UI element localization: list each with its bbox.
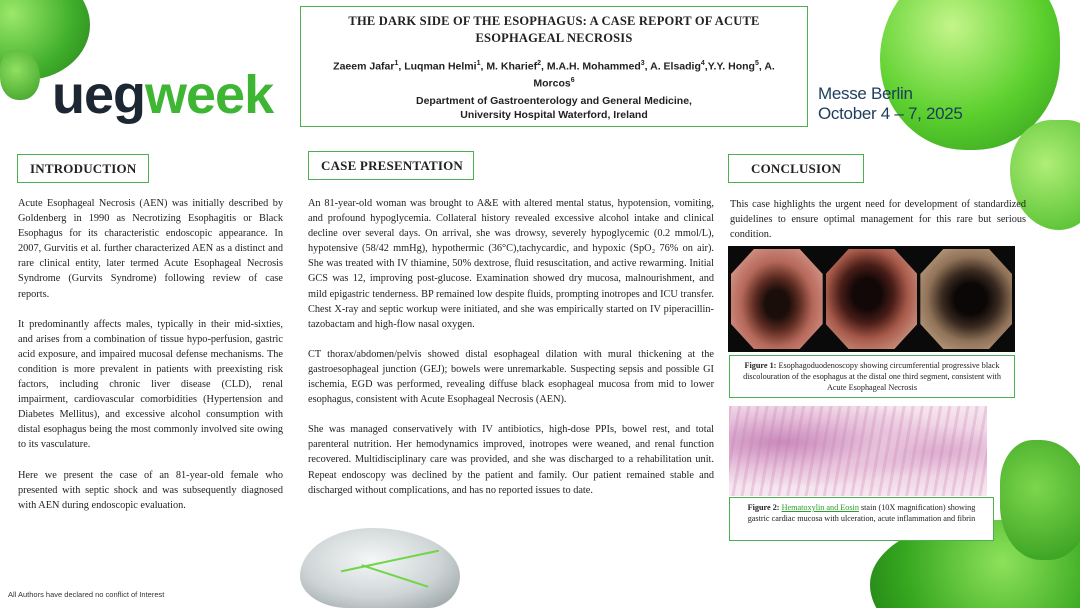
author-affiliation-number: 5 — [754, 60, 759, 67]
author-name: A. Elsadig — [650, 60, 701, 73]
ueg-week-logo — [52, 65, 274, 125]
poster-title: THE DARK SIDE OF THE ESOPHAGUS: A CASE REPORT OF ACUTE ESOPHAGEAL NECROSIS — [348, 14, 760, 45]
figure-2-label: Figure 2: — [747, 503, 780, 512]
conflict-disclaimer: All Authors have declared no conflict of Interest — [8, 590, 165, 599]
author-affiliation-number: 2 — [537, 60, 541, 67]
author-affiliation-number: 3 — [640, 60, 645, 67]
author-affiliation-number: 1 — [476, 60, 481, 67]
introduction-paragraph: It predominantly affects males, typically in their mid-sixties, and arises from a combination of tissue hypo-perfusion, gastric acid exposure, and impaired mucosal defense mechanisms. The condition is more prevalent in patients with preexisting risk factors, including chronic liver disease (CLD), renal impairment, cardiovascular comorbidities (Hypertension and Diabetes Mellitus), and excessive alcohol consumption with distal esophagus being the most commonly involved site owing to its vasculature. — [18, 318, 283, 451]
author-name: Zaeem Jafar — [333, 60, 395, 73]
endoscopy-image — [731, 249, 823, 349]
logo-week-text: week — [145, 65, 274, 125]
author-name: Luqman Helmi — [404, 60, 477, 73]
hematoxylin-eosin-link[interactable]: Hematoxylin and Eosin — [781, 503, 859, 512]
case-paragraph: She was managed conservatively with IV antibiotics, high-dose PPIs, bowel rest, and total parenteral nutrition. Her hemodynamics improved, inotropes were weaned, and renal function recovered. Multidisciplinary care was provided, and she was discharged to a rehabilitation unit. Repeat endoscopy was declined by the patient and family. Our patient remained stable and discharged without complications, and has no reported issues to date. — [308, 424, 714, 496]
affiliation-department: Department of Gastroenterology and General Medicine, — [416, 95, 692, 107]
liver-illustration — [300, 528, 460, 608]
endoscopy-image — [920, 249, 1012, 349]
case-paragraph: An 81-year-old woman was brought to A&E with altered mental status, hypotension, vomiting, and profound hypoglycemia. Collateral history revealed excessive alcohol intake and clinical decline over several days. On arrival, she was drowsy, severely hypoglycemic (0.2 mmol/L), hypotensive (58/42 mmHg), hypothermic (36°C),tachycardic, and hypoxic (SpO₂ 76% on air). She was treated with IV thiamine, 50% dextrose, fluid resuscitation, and active rewarming. Initial GCS was 12, improving post-glucose. Examination showed dry mucosa, malnourishment, and mild epigastric tenderness. BP remained low despite fluids, prompting inotropes and ICU transfer. Chest X-ray and septic workup were initiated, and she was empirically started on IV piperacillin-tazobactam and high-flow nasal oxygen. — [308, 198, 714, 330]
case-presentation-body — [308, 196, 714, 513]
author-affiliation-number: 6 — [570, 76, 575, 84]
author-list: Zaeem Jafar$^1$, Luqman Helmi$^1$, M. Kharief$^2$, M.A.H. Mohammed$^3$, A. Elsadig$^4$,Y.Y. Hong$^5$, A. Morcos$^6$ — [333, 60, 775, 89]
case-paragraph: CT thorax/abdomen/pelvis showed distal esophageal dilation with mural thickening at the gastroesophageal junction (GEJ); bowels were unremarkable. Suspecting sepsis and possible GI ischemia, EGD was performed, revealing diffuse black esophageal mucosa from mid to lower esophagus, consistent with Acute Esophageal Necrosis (AEN). — [308, 348, 714, 406]
author-name: M. Kharief — [486, 60, 538, 73]
figure-2-caption-text: stain (10X magnification) showing gastric cardiac mucosa with ulceration, acute inflammation and fibrin — [747, 503, 976, 523]
decorative-green-blob-bottom-right-small — [1000, 440, 1080, 560]
author-affiliation-number: 1 — [394, 60, 399, 67]
logo-ueg-text: ueg — [52, 65, 146, 125]
conclusion-heading: CONCLUSION — [728, 154, 864, 183]
introduction-paragraph: Acute Esophageal Necrosis (AEN) was initially described by Goldenberg in 1990 as Necrotizing Esophagitis or Black Esophagus for its characteristic endoscopic appearance. In 2007, Gurvitis et al. further characterized AEN as a distinct and rare clinical entity, later termed Acute Esophageal Necrosis Syndrome (Gurvits Syndrome) following review of case reports. — [18, 198, 283, 300]
case-presentation-heading: CASE PRESENTATION — [308, 151, 474, 180]
figure-1-caption-text: Esophagoduodenoscopy showing circumferential progressive black discolouration of the esophagus at the distal one third segment, consistent with Acute Esophageal Necrosis — [743, 361, 1001, 392]
endoscopy-image — [826, 249, 918, 349]
endoscopy-images — [728, 246, 1015, 352]
venue-name: Messe Berlin — [818, 84, 913, 103]
decorative-green-blob-top-left-small — [0, 50, 40, 100]
conclusion-body: This case highlights the urgent need for development of standardized guidelines to ensure optimal management for this rare but serious condition. — [730, 199, 1026, 241]
introduction-paragraph: Here we present the case of an 81-year-old female who presented with septic shock and was subsequently diagnosed with AEN during endoscopic evaluation. — [18, 469, 283, 511]
introduction-body — [18, 196, 283, 528]
title-box — [300, 6, 808, 127]
histology-image — [729, 406, 987, 496]
author-name: M.A.H. Mohammed — [546, 60, 641, 73]
figure-1-label: Figure 1: — [744, 361, 777, 370]
introduction-heading: INTRODUCTION — [17, 154, 149, 183]
venue-dates: October 4 – 7, 2025 — [818, 104, 963, 123]
figure-1-caption — [729, 355, 1015, 398]
figure-2-caption — [729, 497, 994, 541]
venue-info — [818, 84, 963, 124]
author-affiliation-number: 4 — [700, 60, 705, 67]
author-name: A. Morcos — [533, 60, 775, 89]
affiliation-hospital: University Hospital Waterford, Ireland — [460, 109, 648, 121]
affiliation — [313, 94, 795, 122]
author-name: Y.Y. Hong — [707, 60, 755, 73]
